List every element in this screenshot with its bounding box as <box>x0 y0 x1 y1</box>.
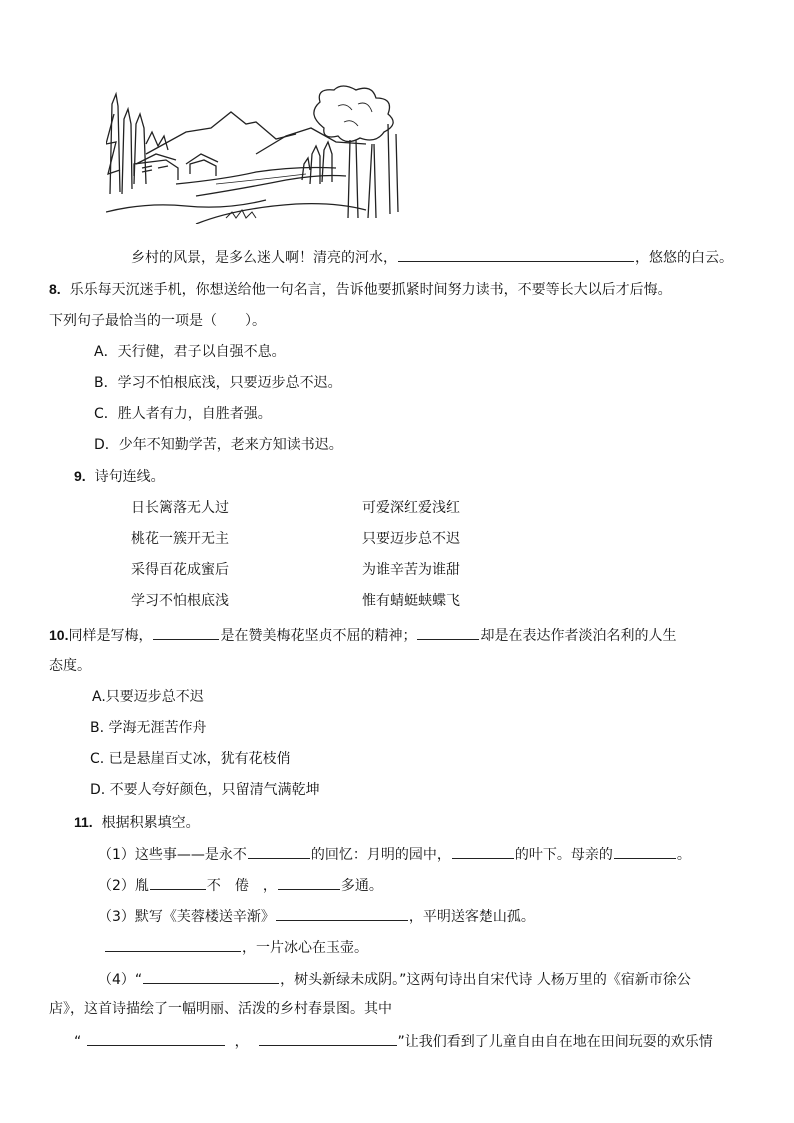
q8-stem-line2: 下列句子最恰当的一项是（ ）。 <box>49 313 266 329</box>
q10-option-b: B. 学海无涯苦作舟 <box>90 720 207 736</box>
q10-part-c: 却是在表达作者淡泊名利的人生 <box>480 628 677 644</box>
q10-stem-line2: 态度。 <box>49 658 91 674</box>
q10-option-a: A.只要迈步总不迟 <box>92 689 204 705</box>
q9-left-item[interactable]: 日长篱落无人过 <box>131 500 229 516</box>
q11-stem-text: 根据积累填空。 <box>101 815 200 831</box>
q7-text-a: 乡村的风景，是多么迷人啊！清亮的河水， <box>131 250 397 266</box>
q8-option-b: B．学习不怕根底浅，只要迈步总不迟。 <box>94 375 342 391</box>
q7-blank[interactable] <box>398 246 634 262</box>
q10-option-d: D. 不要人夸好颜色，只留清气满乾坤 <box>90 782 320 798</box>
q11-number: 11. <box>74 814 93 830</box>
q11-s1-blank-2[interactable] <box>452 843 514 859</box>
q11-s4-text-c: ”让我们看到了儿童自由自在地在田间玩耍的欢乐情 <box>397 1034 713 1050</box>
q7-sentence <box>131 246 733 268</box>
q11-sub3-line2 <box>104 936 368 958</box>
q9-stem-text: 诗句连线。 <box>94 469 165 485</box>
q9-left-item[interactable]: 学习不怕根底浅 <box>131 593 229 609</box>
q11-s1-blank-1[interactable] <box>248 843 310 859</box>
q11-s1-text-b: 的回忆：月明的园中， <box>310 847 451 863</box>
q10-option-c: C. 已是悬崖百丈冰，犹有花枝俏 <box>90 751 291 767</box>
q9-right-item[interactable]: 只要迈步总不迟 <box>362 531 460 547</box>
q11-s1-blank-3[interactable] <box>614 843 676 859</box>
q11-s3-text-c: ，一片冰心在玉壶。 <box>242 940 368 956</box>
q9-right-item[interactable]: 可爱深红爱浅红 <box>362 500 460 516</box>
q11-s4-text-b: ，树头新绿未成阴。”这两句诗出自宋代诗 人杨万里的《宿新市徐公 <box>280 972 691 988</box>
q11-sub4-line3 <box>74 1030 713 1052</box>
q11-s2-text-c: 多通。 <box>340 878 383 894</box>
q11-s3-text-a: （3）默写《芙蓉楼送辛渐》 <box>98 909 275 925</box>
q11-s4-comma: ， <box>234 1034 249 1050</box>
q11-s2-blank-2[interactable] <box>278 874 340 890</box>
q11-sub3 <box>98 905 535 927</box>
q9-right-item[interactable]: 惟有蜻蜓蛱蝶飞 <box>362 593 460 609</box>
q10-blank-1[interactable] <box>153 624 219 640</box>
q9-left-item[interactable]: 采得百花成蜜后 <box>131 562 229 578</box>
q11-s4-blank-3[interactable] <box>259 1030 397 1046</box>
landscape-illustration <box>106 84 402 224</box>
q11-sub1 <box>98 843 691 865</box>
q11-sub4-line2: 店》，这首诗描绘了一幅明丽、活泼的乡村春景图。其中 <box>49 1001 392 1017</box>
q11-s3-blank-2[interactable] <box>105 936 241 952</box>
q9-left-item[interactable]: 桃花一簇开无主 <box>131 531 229 547</box>
q11-s4-quote-open: “ <box>74 1034 82 1050</box>
q8-stem-text: 乐乐每天沉迷手机，你想送给他一句名言，告诉他要抓紧时间努力读书，不要等长大以后才后悔。 <box>69 282 672 298</box>
q11-s2-blank-1[interactable] <box>150 874 206 890</box>
q9-right-item[interactable]: 为谁辛苦为谁甜 <box>362 562 460 578</box>
q8-stem-line1 <box>49 279 672 300</box>
q10-part-b: 是在赞美梅花坚贞不屈的精神； <box>220 628 417 644</box>
q10-blank-2[interactable] <box>417 624 479 640</box>
q9-number: 9. <box>74 468 86 484</box>
q10-stem-line1 <box>49 624 676 646</box>
q11-s1-text-d: 。 <box>676 847 691 863</box>
q10-part-a: 同样是写梅， <box>68 628 153 644</box>
q11-s1-text-a: （1）这些事——是永不 <box>98 847 247 863</box>
q11-s4-blank-2[interactable] <box>87 1030 225 1046</box>
q11-s2-text-a: （2）胤 <box>98 878 149 894</box>
q11-s3-blank-1[interactable] <box>276 905 408 921</box>
q11-s4-blank-1[interactable] <box>143 968 279 984</box>
q7-text-b: ，悠悠的白云。 <box>635 250 733 266</box>
q8-option-c: C．胜人者有力，自胜者强。 <box>94 406 272 422</box>
q11-s4-text-a: （4）“ <box>98 972 143 988</box>
q9-stem <box>74 466 165 487</box>
q8-option-d: D．少年不知勤学苦，老来方知读书迟。 <box>94 437 343 453</box>
q11-s3-text-b: ，平明送客楚山孤。 <box>408 909 535 925</box>
q8-number: 8. <box>49 281 61 297</box>
q11-s2-text-b: 不 倦 ， <box>206 878 277 894</box>
q10-number: 10. <box>49 627 69 643</box>
q11-sub2 <box>98 874 383 896</box>
q11-s1-text-c: 的叶下。母亲的 <box>514 847 613 863</box>
q8-option-a: A．天行健，君子以自强不息。 <box>94 344 286 360</box>
q11-sub4 <box>98 968 691 990</box>
q11-stem <box>74 812 200 833</box>
